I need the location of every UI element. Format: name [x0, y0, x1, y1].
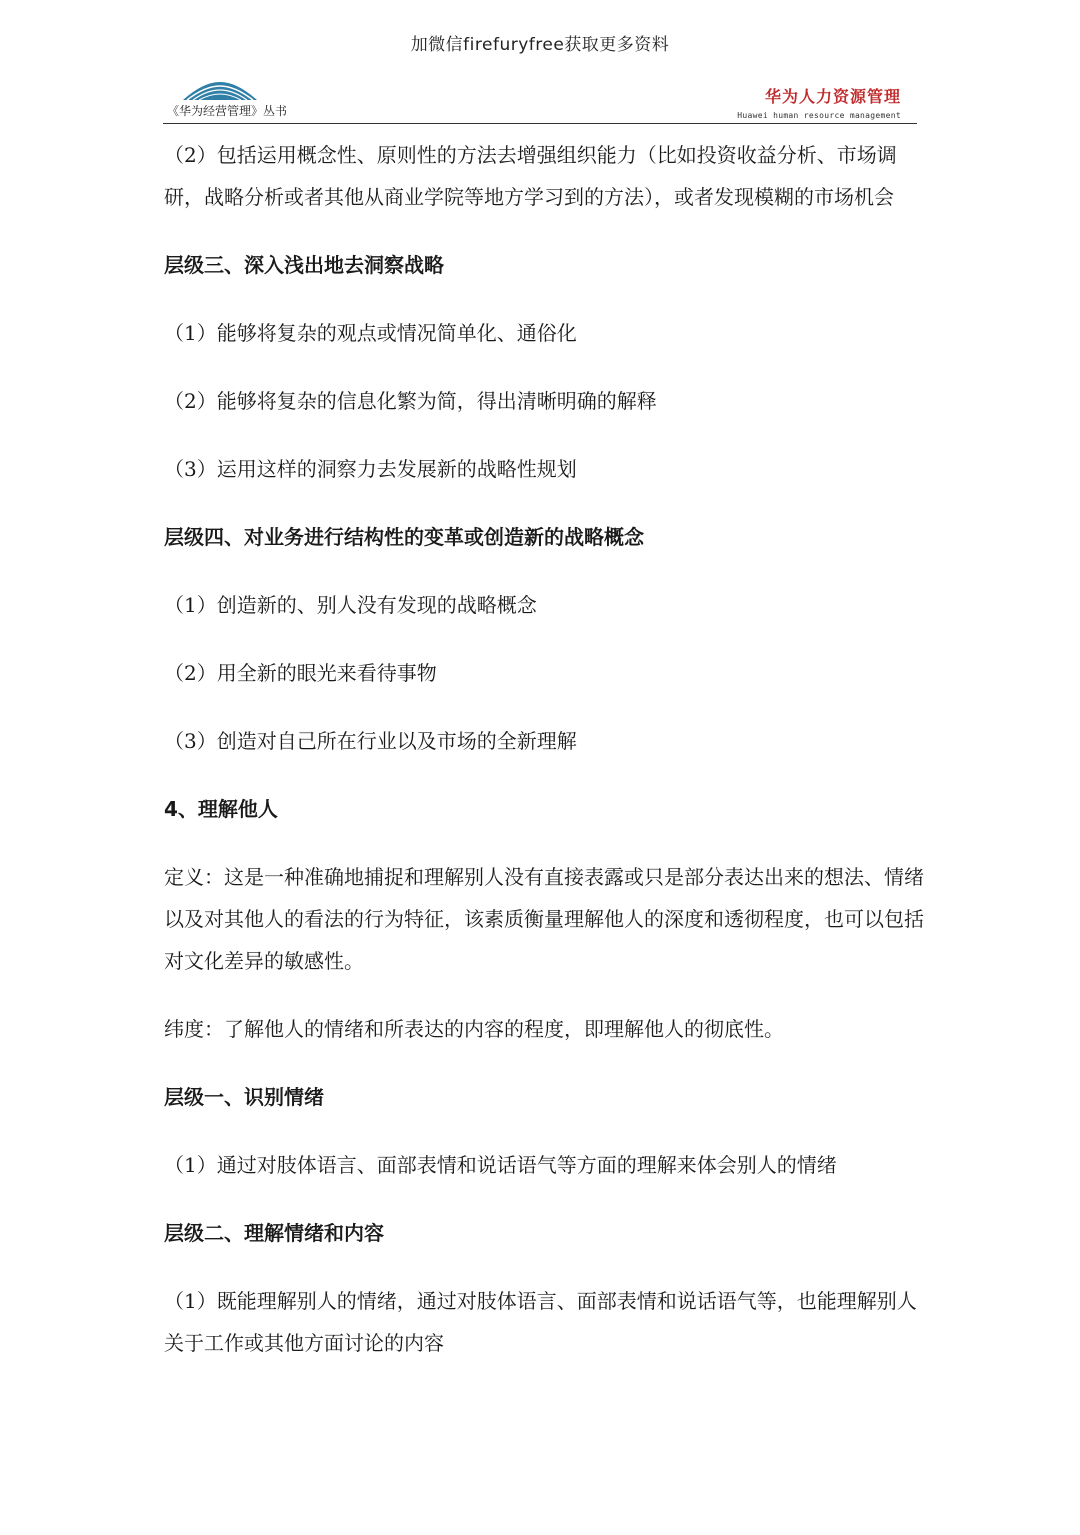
paragraph: （1）创造新的、别人没有发现的战略概念	[164, 593, 537, 617]
paragraph: （1）既能理解别人的情绪，通过对肢体语言、面部表情和说话语气等，也能理解别人关于工作或其他方面讨论的内容	[164, 1289, 917, 1355]
section-heading: 层级三、深入浅出地去洞察战略	[164, 253, 444, 277]
brand-name-cn: 华为人力资源管理	[764, 87, 901, 106]
series-logo	[163, 78, 303, 124]
paragraph: （2）用全新的眼光来看待事物	[164, 661, 437, 685]
document-body	[164, 134, 936, 1364]
definition-paragraph: 定义：这是一种准确地捕捉和理解别人没有直接表露或只是部分表达出来的想法、情绪以及对其他人的看法的行为特征，该素质衡量理解他人的深度和透彻程度，也可以包括对文化差异的敏感性。	[164, 865, 924, 973]
paragraph: （2）包括运用概念性、原则性的方法去增强组织能力（比如投资收益分析、市场调研，战略分析或者其他从商业学院等地方学习到的方法），或者发现模糊的市场机会	[164, 143, 897, 209]
paragraph: （2）能够将复杂的信息化繁为简，得出清晰明确的解释	[164, 389, 657, 413]
brand-block	[737, 84, 901, 120]
page-header	[163, 78, 917, 124]
header-divider	[163, 123, 917, 124]
watermark-text: 加微信firefuryfree获取更多资料	[410, 35, 670, 55]
paragraph: （3）创造对自己所在行业以及市场的全新理解	[164, 729, 577, 753]
section-heading: 层级二、理解情绪和内容	[164, 1221, 384, 1245]
section-heading: 层级一、识别情绪	[164, 1085, 324, 1109]
paragraph: （1）通过对肢体语言、面部表情和说话语气等方面的理解来体会别人的情绪	[164, 1153, 837, 1177]
brand-name-en: Huawei human resource management	[737, 111, 901, 120]
series-title: 《华为经营管理》丛书	[167, 104, 288, 118]
dimension-paragraph: 纬度：了解他人的情绪和所表达的内容的程度，即理解他人的彻底性。	[164, 1017, 784, 1041]
section-heading: 层级四、对业务进行结构性的变革或创造新的战略概念	[164, 525, 644, 549]
paragraph: （1）能够将复杂的观点或情况简单化、通俗化	[164, 321, 577, 345]
section-heading: 4、理解他人	[164, 797, 278, 821]
paragraph: （3）运用这样的洞察力去发展新的战略性规划	[164, 457, 577, 481]
mountain-wave-icon	[183, 80, 257, 102]
